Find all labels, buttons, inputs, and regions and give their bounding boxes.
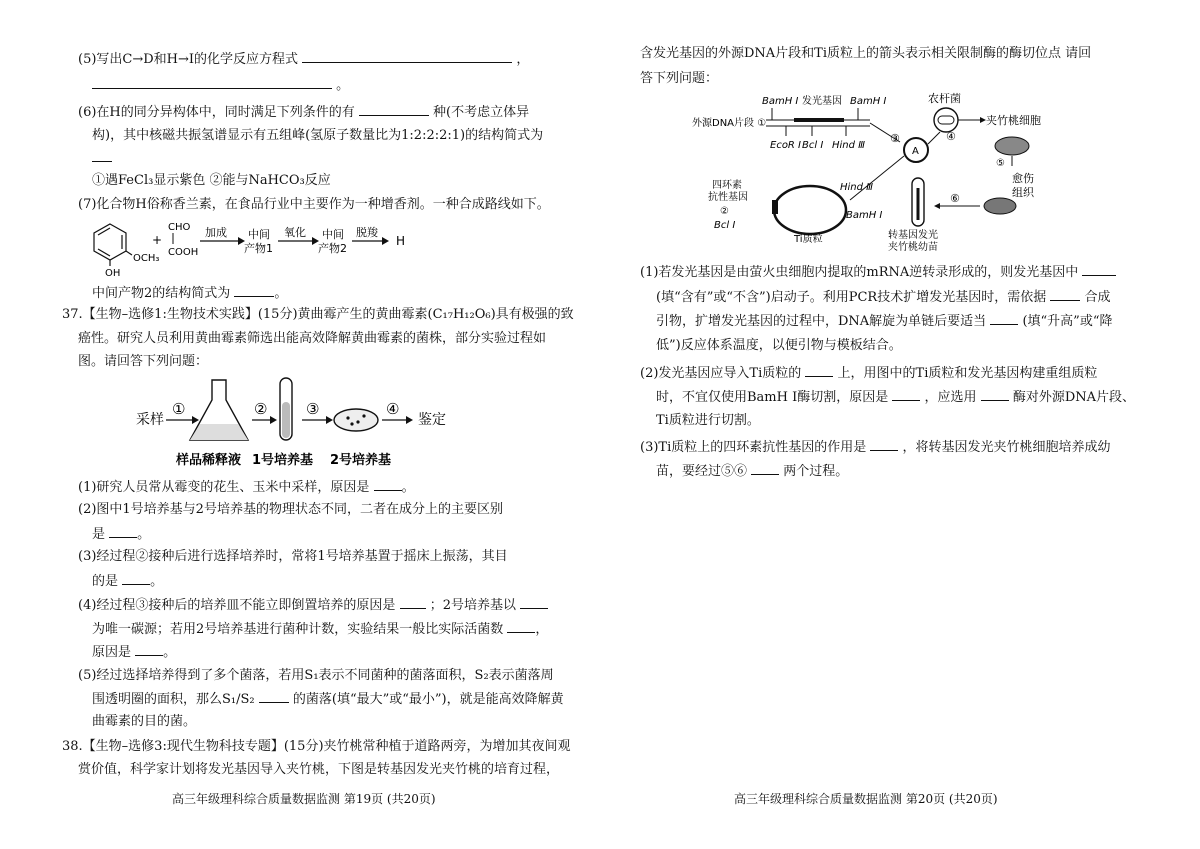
p4-line1 bbox=[78, 596, 548, 615]
step6-label: ⑥ bbox=[950, 192, 960, 205]
q5-text: (5)写出C→D和H→I的化学反应方程式 bbox=[78, 52, 299, 67]
cho-label: CHO bbox=[168, 222, 191, 233]
answer-blank bbox=[234, 284, 274, 297]
q5-line2 bbox=[92, 76, 349, 95]
page-footer: 高三年级理科综合质量数据监测 第19页 (共20页) bbox=[172, 792, 436, 806]
arrowhead-icon bbox=[192, 416, 199, 424]
r2-line2 bbox=[656, 388, 1135, 407]
bamhi-label-2: BamH I bbox=[850, 96, 887, 107]
tetracycline-label-a: 四环素 bbox=[712, 180, 742, 191]
ti-plasmid-icon bbox=[772, 186, 846, 234]
r1-line3 bbox=[656, 312, 1112, 331]
q6-text-a: (6)在H的同分异构体中，同时满足下列条件的有 bbox=[78, 105, 355, 120]
answer-blank bbox=[135, 643, 163, 656]
r3-text-c: 苗，要经过⑤⑥ bbox=[656, 464, 748, 479]
q6-line2: 构)，其中核磁共振氢谱显示有五组峰(氢原子数量比为1:2:2:2:1)的结构简式为 bbox=[92, 128, 544, 143]
q7-answer-text: 中间产物2的结构简式为 bbox=[92, 286, 231, 301]
flow-end-label: 鉴定 bbox=[418, 412, 446, 428]
p3-text: 的是 bbox=[92, 574, 119, 589]
answer-blank bbox=[374, 478, 402, 491]
arrowhead-icon bbox=[326, 416, 333, 424]
answer-blank bbox=[259, 690, 289, 703]
seedling-label-a: 转基因发光 bbox=[888, 230, 938, 241]
hindiii-label: Hind Ⅲ bbox=[832, 140, 866, 151]
product-label: H bbox=[396, 234, 406, 248]
seedling-tube-icon bbox=[912, 178, 924, 226]
ecori-label: EcoR I bbox=[770, 140, 802, 151]
q37-line3: 图。请回答下列问题： bbox=[78, 354, 209, 369]
p5-text-b: 的菌落(填“最大”或“最小”)，就是能高效降解黄 bbox=[292, 692, 564, 707]
bcl-ti-label: Bcl I bbox=[714, 220, 736, 231]
intro-line2: 答下列问题： bbox=[640, 71, 719, 86]
q6-line1 bbox=[78, 103, 529, 122]
bcli-label: Bcl I bbox=[802, 140, 824, 151]
culture-dish-icon bbox=[995, 137, 1029, 155]
q6-line3 bbox=[92, 149, 112, 168]
answer-blank bbox=[892, 388, 920, 401]
answer-blank bbox=[520, 596, 548, 609]
callus-label-a: 愈伤 bbox=[1012, 172, 1034, 185]
connector-line bbox=[850, 156, 904, 200]
p4-line3: 原因是 。 bbox=[92, 645, 177, 660]
step4-label: ④ bbox=[946, 130, 956, 143]
answer-blank bbox=[981, 388, 1009, 401]
answer-blank bbox=[507, 620, 535, 633]
p5-line1: (5)经过选择培养得到了多个菌落，若用S₁表示不同菌种的菌落面积，S₂表示菌落周 bbox=[78, 668, 554, 683]
step3-label: ③ bbox=[890, 132, 900, 145]
answer-blank bbox=[122, 572, 150, 585]
flask-caption: 样品稀释液 bbox=[176, 453, 242, 468]
connector-line bbox=[928, 132, 940, 144]
arrowhead-icon bbox=[270, 416, 277, 424]
benzene-ring-icon bbox=[94, 224, 132, 266]
r2-text-c: 时，不宜仅使用BamH I酶切割，原因是 bbox=[656, 390, 889, 405]
bamhi-label-1: BamH I bbox=[762, 96, 799, 107]
q38-line1: 38.【生物–选修3:现代生物科技专题】(15分)夹竹桃常种植于道路两旁，为增加其夜间观 bbox=[62, 739, 571, 754]
p2-line1: (2)图中1号培养基与2号培养基的物理状态不同，二者在成分上的主要区别 bbox=[78, 502, 503, 517]
answer-blank bbox=[1082, 263, 1116, 276]
flow-step4: ④ bbox=[386, 400, 400, 418]
flow-step2: ② bbox=[254, 400, 268, 418]
r3-text-b: ，将转基因发光夹竹桃细胞培养成幼 bbox=[902, 440, 1111, 455]
r3-text-d: 两个过程。 bbox=[783, 464, 849, 479]
answer-blank bbox=[1050, 288, 1080, 301]
test-tube-icon bbox=[280, 378, 292, 440]
r2-text-a: (2)发光基因应导入Ti质粒的 bbox=[640, 366, 802, 381]
oh-label: OH bbox=[105, 268, 121, 278]
q5-line1 bbox=[78, 50, 529, 69]
p1-line: (1)研究人员常从霉变的花生、玉米中采样，原因是 。 bbox=[78, 480, 415, 495]
mid1-label-a: 中间 bbox=[248, 228, 270, 241]
r1-text-d: 引物，扩增发光基因的过程中，DNA解旋为单链后要适当 bbox=[656, 314, 987, 329]
step1-label: 加成 bbox=[205, 226, 227, 239]
callus-dish-icon bbox=[984, 198, 1016, 214]
arrowhead-icon bbox=[406, 416, 413, 424]
r2-line3: Ti质粒进行切割。 bbox=[656, 413, 760, 428]
intro-line1: 含发光基因的外源DNA片段和Ti质粒上的箭头表示相关限制酶的酶切位点 请回 bbox=[640, 46, 1092, 61]
tetracycline-label-b: 抗性基因 bbox=[708, 192, 748, 203]
flask-icon bbox=[190, 380, 248, 440]
q5-period: 。 bbox=[336, 78, 350, 93]
answer-blank bbox=[990, 312, 1018, 325]
p4-text-a: (4)经过程③接种后的培养皿不能立即倒置培养的原因是 bbox=[78, 598, 396, 613]
p4-text-c: 为唯一碳源；若用2号培养基进行菌种计数，实验结果一般比实际活菌数 bbox=[92, 622, 504, 637]
answer-blank bbox=[302, 50, 512, 63]
mid1-label-b: 产物1 bbox=[244, 242, 273, 255]
answer-blank bbox=[400, 596, 426, 609]
dish-caption: 2号培养基 bbox=[330, 453, 392, 468]
q37-line1: 37.【生物–选修1:生物技术实践】(15分)黄曲霉产生的黄曲霉素(C₁₇H₁₂O₆)具有极强的致 bbox=[62, 307, 574, 322]
p3-line1: (3)经过程②接种后进行选择培养时，常将1号培养基置于摇床上振荡，其目 bbox=[78, 549, 508, 564]
q37-line2: 癌性。研究人员利用黄曲霉素筛选出能高效降解黄曲霉素的菌株，部分实验过程如 bbox=[78, 331, 547, 346]
petri-dish-icon bbox=[334, 409, 378, 431]
r2-text-b: 上，用图中的Ti质粒和发光基因构建重组质粒 bbox=[837, 366, 1098, 381]
p5-line2 bbox=[92, 690, 564, 709]
r1-text-c: 合成 bbox=[1084, 290, 1111, 305]
q7-answer: 中间产物2的结构简式为 。 bbox=[92, 286, 288, 301]
answer-blank bbox=[359, 103, 429, 116]
cooh-label: COOH bbox=[168, 247, 199, 258]
left-page bbox=[0, 0, 574, 849]
answer-blank bbox=[92, 149, 112, 162]
mid2-label-b: 产物2 bbox=[318, 242, 347, 255]
step2-label: 氧化 bbox=[284, 226, 306, 239]
dna-fragment-label: 外源DNA片段 ① bbox=[692, 118, 767, 129]
r2-text-d: ，应选用 bbox=[924, 390, 977, 405]
callus-label-b: 组织 bbox=[1012, 186, 1034, 199]
p2-line2: 是 。 bbox=[92, 527, 151, 542]
flow-step3: ③ bbox=[306, 400, 320, 418]
r3-line2 bbox=[656, 462, 848, 481]
step2-label: ② bbox=[720, 206, 729, 217]
synthesis-scheme bbox=[88, 216, 428, 278]
r2-text-e: 酶对外源DNA片段、 bbox=[1012, 390, 1136, 405]
gene-label: 发光基因 bbox=[802, 96, 842, 107]
page-footer: 高三年级理科综合质量数据监测 第20页 (共20页) bbox=[734, 792, 998, 806]
right-page bbox=[600, 0, 1200, 849]
mid2-label-a: 中间 bbox=[322, 228, 344, 241]
arrowhead-icon bbox=[934, 203, 940, 209]
p1-text: (1)研究人员常从霉变的花生、玉米中采样，原因是 bbox=[78, 480, 370, 495]
flow-start-label: 采样 bbox=[136, 412, 164, 428]
q38-line2: 赏价值，科学家计划将发光基因导入夹竹桃，下图是转基因发光夹竹桃的培育过程， bbox=[78, 762, 560, 777]
step3-label: 脱羧 bbox=[356, 226, 378, 239]
q7-line1: (7)化合物H俗称香兰素，在食品行业中主要作为一种增香剂。一种合成路线如下。 bbox=[78, 197, 550, 212]
answer-blank bbox=[805, 364, 833, 377]
r1-line1 bbox=[640, 263, 1116, 282]
r1-text-e: (填“升高”或“降 bbox=[1022, 314, 1113, 329]
p4-text-d: 原因是 bbox=[92, 645, 132, 660]
agrobacterium-label: 农杆菌 bbox=[928, 92, 961, 105]
tube-caption: 1号培养基 bbox=[252, 453, 314, 468]
r3-line1 bbox=[640, 438, 1111, 457]
dna-fragment-icon bbox=[766, 108, 870, 136]
plant-cell-label: 夹竹桃细胞 bbox=[986, 114, 1041, 127]
flow-step1: ① bbox=[172, 400, 186, 418]
p5-text-a: 围透明圈的面积，那么S₁/S₂ bbox=[92, 692, 255, 707]
r1-text-b: (填“含有”或“不含”)启动子。利用PCR技术扩增发光基因时，需依据 bbox=[656, 290, 1047, 305]
ti-plasmid-label: Ti质粒 bbox=[794, 234, 823, 245]
answer-blank bbox=[751, 462, 779, 475]
step5-label: ⑤ bbox=[996, 158, 1005, 169]
arrowhead-icon bbox=[382, 237, 389, 245]
plus-sign: + bbox=[152, 233, 163, 247]
answer-blank bbox=[92, 76, 332, 89]
p5-line3: 曲霉素的目的菌。 bbox=[92, 714, 197, 729]
p2-text: 是 bbox=[92, 527, 106, 542]
r1-line2 bbox=[656, 288, 1111, 307]
p4-line2: 为唯一碳源；若用2号培养基进行菌种计数，实验结果一般比实际活菌数 ， bbox=[92, 622, 549, 637]
p3-line2: 的是 。 bbox=[92, 574, 164, 589]
q6-conditions: ①遇FeCl₃显示紫色 ②能与NaHCO₃反应 bbox=[92, 173, 331, 188]
p4-text-b: ；2号培养基以 bbox=[429, 598, 516, 613]
answer-blank bbox=[870, 438, 898, 451]
bam-ti-label: BamH I bbox=[846, 210, 883, 221]
r1-line4: 低”)反应体系温度，以便引物与模板结合。 bbox=[656, 338, 902, 353]
seedling-label-b: 夹竹桃幼苗 bbox=[888, 242, 938, 253]
och3-label: OCH₃ bbox=[133, 253, 160, 264]
r3-text-a: (3)Ti质粒上的四环素抗性基因的作用是 bbox=[640, 440, 867, 455]
answer-blank bbox=[109, 525, 137, 538]
experiment-flow-diagram bbox=[130, 374, 460, 470]
r1-text-a: (1)若发光基因是由萤火虫细胞内提取的mRNA逆转录形成的，则发光基因中 bbox=[640, 265, 1079, 280]
plasmid-a-label: A bbox=[912, 146, 919, 157]
q6-text-b: 种(不考虑立体异 bbox=[433, 105, 530, 120]
agrobacterium-icon bbox=[934, 108, 958, 132]
hind-ti-label: Hind Ⅲ bbox=[840, 182, 874, 193]
q5-comma: ， bbox=[516, 52, 530, 67]
r2-line1 bbox=[640, 364, 1097, 383]
transgenic-process-diagram bbox=[690, 92, 1110, 254]
